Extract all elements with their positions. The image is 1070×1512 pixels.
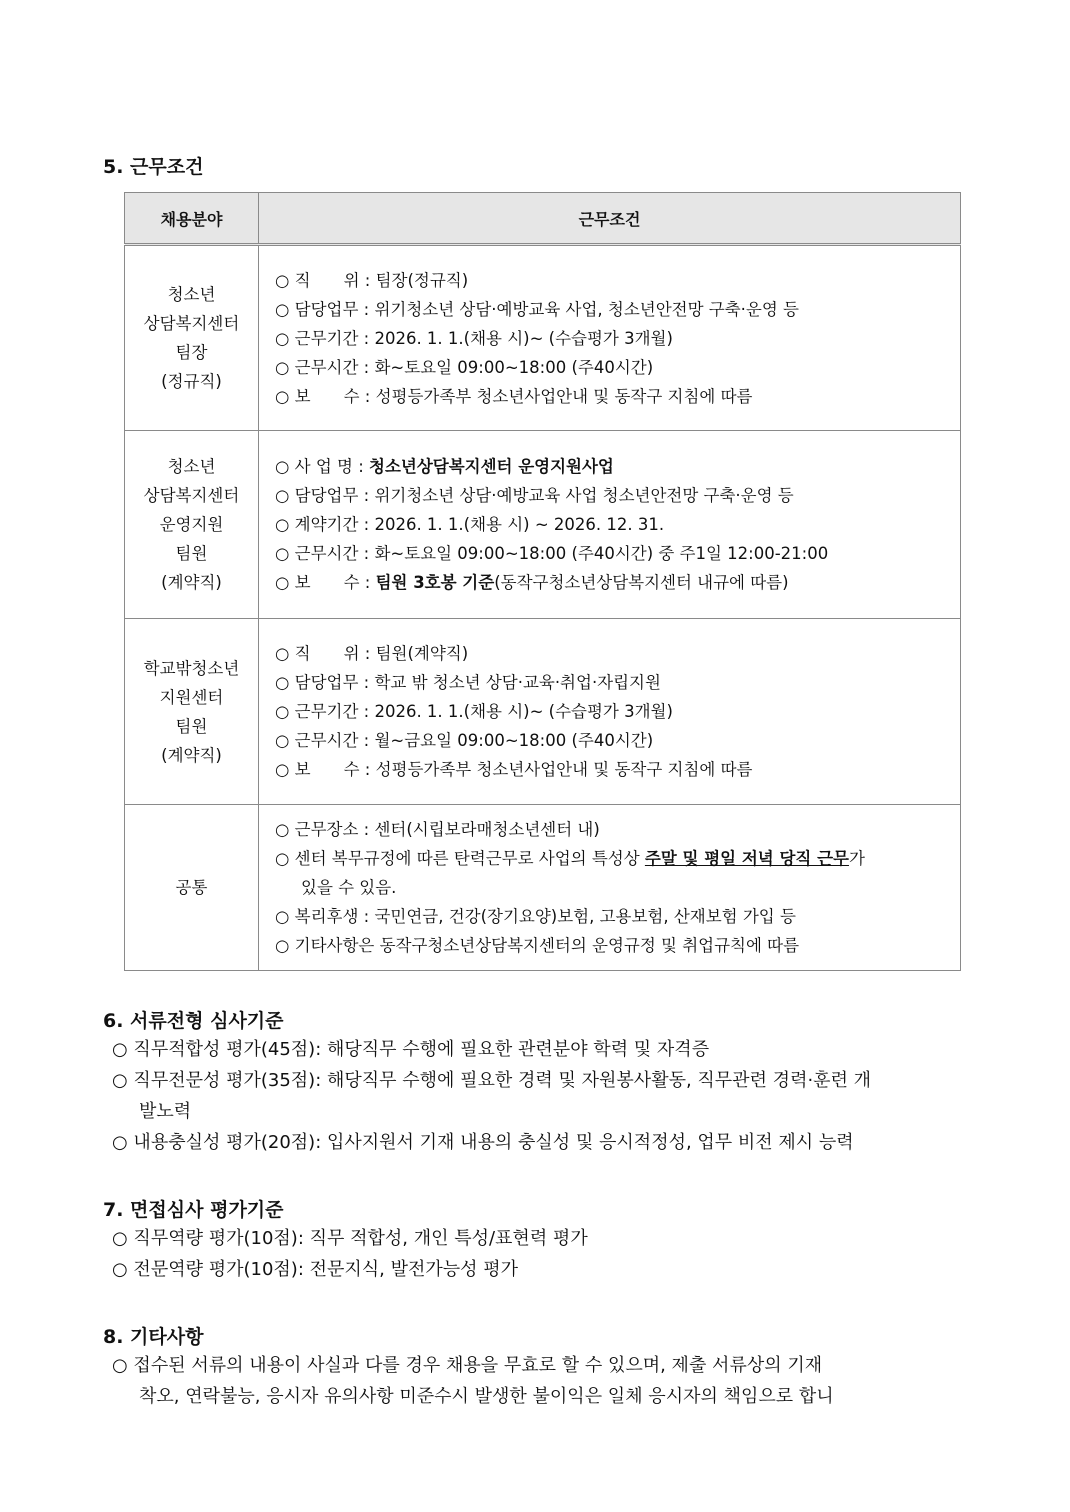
table-row — [125, 431, 961, 619]
condition-line-continued: 있을 수 있음. — [301, 878, 397, 897]
header-recruit-field: 채용분야 — [125, 193, 259, 245]
conditions-cell — [259, 805, 961, 971]
condition-line: ○ 담당업무 : 위기청소년 상담·예방교육 사업 청소년안전망 구축·운영 등 — [275, 486, 794, 505]
category-cell — [125, 245, 259, 431]
condition-text: 가 — [848, 849, 865, 868]
list-item: ○ 직무전문성 평가(35점): 해당직무 수행에 필요한 경력 및 자원봉사활동, 직무관련 경력·훈련 개 — [112, 1070, 872, 1091]
category-line: 운영지원 — [159, 515, 224, 534]
condition-line: ○ 근무기간 : 2026. 1. 1.(채용 시)~ (수습평가 3개월) — [275, 702, 673, 721]
condition-label: ○ 사 업 명 : — [275, 457, 369, 476]
condition-line: ○ 근무시간 : 화~토요일 09:00~18:00 (주40시간) 중 주1일 12:00-21:00 — [275, 544, 829, 563]
condition-line: ○ 근무시간 : 화~토요일 09:00~18:00 (주40시간) — [275, 357, 654, 377]
category-line: 청소년 — [167, 285, 216, 304]
section-7-list — [112, 1223, 970, 1285]
category-line: 공통 — [175, 878, 208, 897]
category-line: (계약직) — [161, 745, 222, 765]
category-line: 지원센터 — [159, 687, 224, 707]
category-line: (계약직) — [161, 573, 222, 592]
section-6-title: 6. 서류전형 심사기준 — [103, 1010, 284, 1032]
condition-line: ○ 보 수 : 성평등가족부 청소년사업안내 및 동작구 지침에 따름 — [275, 760, 753, 779]
category-line: 팀장 — [175, 343, 208, 362]
condition-line: ○ 계약기간 : 2026. 1. 1.(채용 시) ~ 2026. 12. 31. — [275, 515, 665, 534]
category-line: (정규직) — [161, 372, 222, 391]
condition-line: ○ 기타사항은 동작구청소년상담복지센터의 운영규정 및 취업규칙에 따름 — [275, 936, 800, 955]
category-line: 학교밖청소년 — [143, 658, 240, 678]
condition-line — [275, 568, 944, 597]
conditions-cell — [259, 431, 961, 619]
section-7-title: 7. 면접심사 평가기준 — [103, 1199, 284, 1221]
condition-line: ○ 근무시간 : 월~금요일 09:00~18:00 (주40시간) — [275, 731, 654, 750]
condition-text: ○ 센터 복무규정에 따른 탄력근무로 사업의 특성상 — [275, 849, 645, 868]
category-cell — [125, 431, 259, 619]
condition-line: ○ 보 수 : 성평등가족부 청소년사업안내 및 동작구 지침에 따름 — [275, 386, 753, 406]
condition-text: (동작구청소년상담복지센터 내규에 따름) — [494, 573, 789, 592]
table-row — [125, 619, 961, 805]
category-cell — [125, 805, 259, 971]
category-line: 팀원 — [175, 544, 208, 563]
table-row — [125, 245, 961, 431]
list-item: ○ 접수된 서류의 내용이 사실과 다를 경우 채용을 무효로 할 수 있으며, 제출 서류상의 기재 — [112, 1355, 823, 1376]
condition-line: ○ 근무기간 : 2026. 1. 1.(채용 시)~ (수습평가 3개월) — [275, 328, 673, 348]
list-item: ○ 직무역량 평가(10점): 직무 적합성, 개인 특성/표현력 평가 — [112, 1228, 588, 1249]
condition-line: ○ 복리후생 : 국민연금, 건강(장기요양)보험, 고용보험, 산재보험 가입 등 — [275, 907, 796, 926]
condition-line: ○ 담당업무 : 학교 밖 청소년 상담·교육·취업·자립지원 — [275, 673, 661, 692]
table-header-row — [125, 193, 961, 245]
list-item: ○ 전문역량 평가(10점): 전문지식, 발전가능성 평가 — [112, 1259, 519, 1280]
category-cell — [125, 619, 259, 805]
work-conditions-table — [124, 192, 961, 971]
condition-line: ○ 직 위 : 팀장(정규직) — [275, 270, 469, 290]
weekend-duty-bold: 주말 및 평일 저녁 당직 근무 — [644, 849, 849, 868]
section-6-list — [112, 1034, 970, 1158]
category-line: 팀원 — [175, 716, 208, 736]
condition-label: ○ 보 수 : — [275, 573, 376, 592]
condition-line: ○ 담당업무 : 위기청소년 상담·예방교육 사업, 청소년안전망 구축·운영 등 — [275, 299, 799, 319]
condition-line: ○ 직 위 : 팀원(계약직) — [275, 644, 469, 663]
condition-line — [275, 452, 944, 481]
condition-line — [275, 844, 944, 873]
category-line: 청소년 — [167, 457, 216, 476]
category-line: 상담복지센터 — [143, 314, 240, 333]
salary-bold: 팀원 3호봉 기준 — [375, 573, 495, 592]
condition-line: ○ 근무장소 : 센터(시립보라매청소년센터 내) — [275, 820, 600, 839]
list-item-continued: 착오, 연락불능, 응시자 유의사항 미준수시 발생한 불이익은 일체 응시자의 책임으로 합니 — [139, 1386, 834, 1407]
category-line: 상담복지센터 — [143, 486, 240, 505]
table-row — [125, 805, 961, 971]
section-8-list — [112, 1350, 970, 1412]
header-work-conditions: 근무조건 — [259, 193, 961, 245]
list-item-continued: 발노력 — [139, 1101, 192, 1122]
project-name-bold: 청소년상담복지센터 운영지원사업 — [369, 457, 614, 476]
section-8-title: 8. 기타사항 — [103, 1326, 204, 1348]
list-item: ○ 내용충실성 평가(20점): 입사지원서 기재 내용의 충실성 및 응시적정성, 업무 비전 제시 능력 — [112, 1132, 854, 1153]
conditions-cell — [259, 619, 961, 805]
section-5-title: 5. 근무조건 — [103, 156, 204, 178]
conditions-cell — [259, 245, 961, 431]
list-item: ○ 직무적합성 평가(45점): 해당직무 수행에 필요한 관련분야 학력 및 자격증 — [112, 1039, 710, 1060]
